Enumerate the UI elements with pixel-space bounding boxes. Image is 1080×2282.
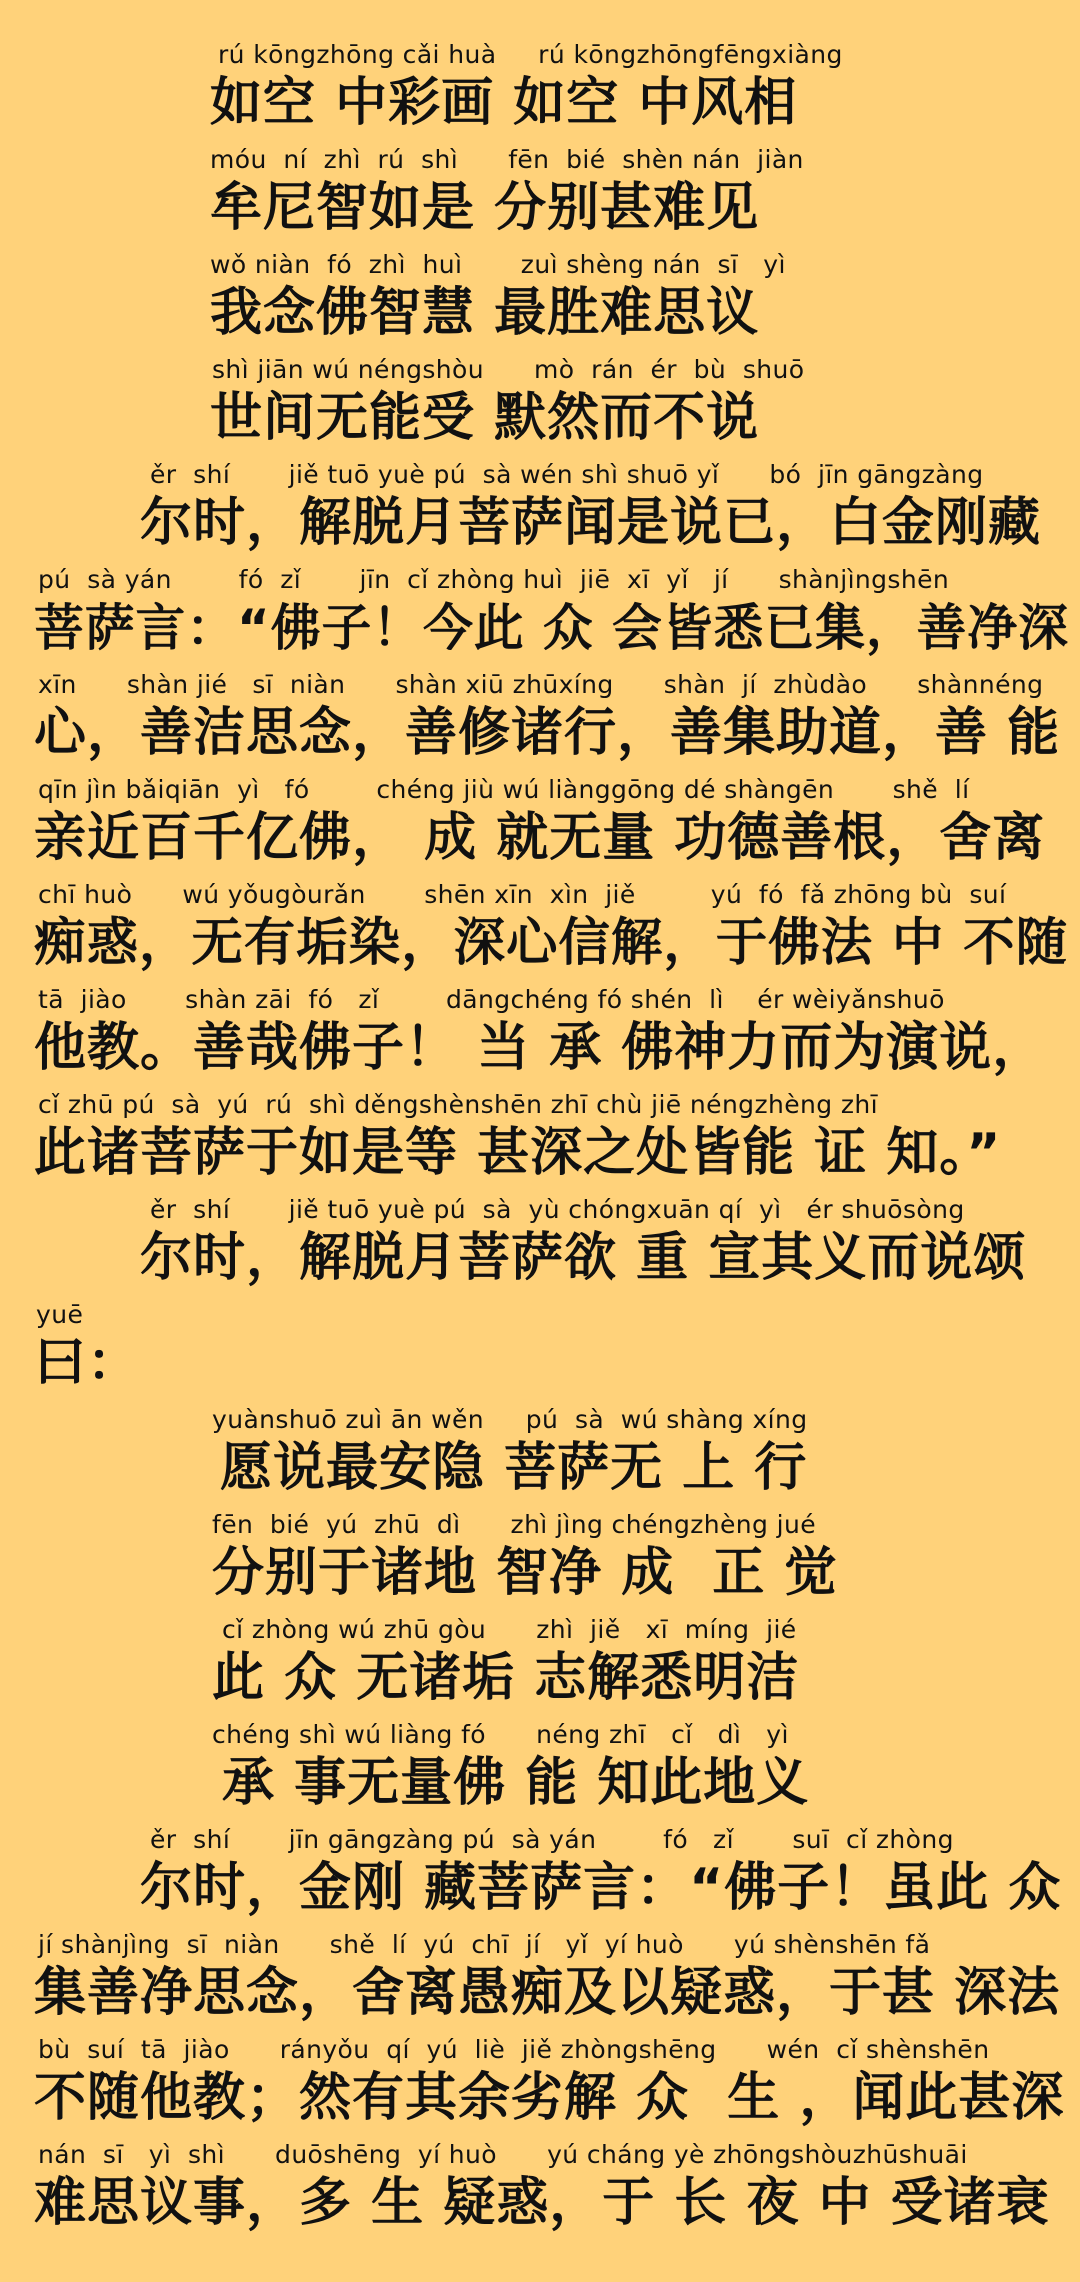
pinyin-annotation: ěr shí jīn gāngzàng pú sà yán fó zǐ suī cǐ zhòng xyxy=(150,1825,954,1854)
pinyin-annotation: xīn shàn jié sī niàn shàn xiū zhūxíng shàn jí zhùdào shànnéng xyxy=(38,670,1044,699)
chinese-text: 痴惑，无有垢染，深心信解，于佛法 中 不随 xyxy=(34,913,1069,973)
chinese-text: 尔时，解脱月菩萨闻是说已，白金刚藏 xyxy=(140,493,1042,553)
chinese-text: 我念佛智慧 最胜难思议 xyxy=(210,283,760,343)
chinese-text: 承 事无量佛 能 知此地义 xyxy=(222,1753,810,1813)
chinese-text: 不随他教；然有其余劣解 众 生 ，闻此甚深 xyxy=(34,2068,1065,2128)
pinyin-annotation: yuē xyxy=(36,1300,84,1329)
pinyin-annotation: rú kōngzhōng cǎi huà rú kōngzhōngfēngxiàng xyxy=(218,40,843,69)
pinyin-annotation: nán sī yì shì duōshēng yí huò yú cháng yè zhōngshòuzhūshuāi xyxy=(38,2140,968,2169)
pinyin-annotation: shì jiān wú néngshòu mò rán ér bù shuō xyxy=(212,355,805,384)
pinyin-annotation: fēn bié yú zhū dì zhì jìng chéngzhèng jué xyxy=(212,1510,817,1539)
pinyin-annotation: tā jiào shàn zāi fó zǐ dāngchéng fó shén lì ér wèiyǎnshuō xyxy=(38,985,945,1014)
pinyin-annotation: wǒ niàn fó zhì huì zuì shèng nán sī yì xyxy=(210,250,786,279)
pinyin-annotation: chéng shì wú liàng fó néng zhī cǐ dì yì xyxy=(212,1720,789,1749)
chinese-text: 菩萨言：“佛子！今此 众 会皆悉已集，善净深 xyxy=(34,599,1069,657)
chinese-text: 尔时，解脱月菩萨欲 重 宣其义而说颂 xyxy=(140,1228,1027,1288)
chinese-text: 他教。善哉佛子！ 当 承 佛神力而为演说， xyxy=(34,1018,1046,1078)
chinese-text: 此 众 无诸垢 志解悉明洁 xyxy=(212,1648,800,1708)
chinese-text: 难思议事，多 生 疑惑，于 长 夜 中 受诸衰 xyxy=(34,2173,1050,2233)
pinyin-annotation: ěr shí jiě tuō yuè pú sà wén shì shuō yǐ bó jīn gāngzàng xyxy=(150,460,984,489)
chinese-text: 如空 中彩画 如空 中风相 xyxy=(210,73,798,133)
chinese-text: 心，善洁思念，善修诸行，善集助道，善 能 xyxy=(34,703,1061,763)
chinese-text: 亲近百千亿佛， 成 就无量 功德善根，舍离 xyxy=(34,808,1046,868)
pinyin-annotation: qīn jìn bǎiqiān yì fó chéng jiù wú liànggōng dé shàngēn shě lí xyxy=(38,775,970,804)
pinyin-annotation: chī huò wú yǒugòurǎn shēn xīn xìn jiě yú fó fǎ zhōng bù suí xyxy=(38,880,1007,909)
chinese-text: 牟尼智如是 分别甚难见 xyxy=(210,178,760,238)
chinese-text: 愿说最安隐 菩萨无 上 行 xyxy=(220,1438,808,1498)
pinyin-annotation: cǐ zhū pú sà yú rú shì děngshènshēn zhī chù jiē néngzhèng zhī xyxy=(38,1090,878,1119)
pinyin-annotation: pú sà yán fó zǐ jīn cǐ zhòng huì jiē xī yǐ jí shànjìngshēn xyxy=(38,565,950,594)
chinese-text: 世间无能受 默然而不说 xyxy=(210,388,760,448)
pinyin-annotation: móu ní zhì rú shì fēn bié shèn nán jiàn xyxy=(210,145,804,174)
chinese-text: 曰： xyxy=(34,1333,141,1393)
chinese-text: 尔时，金刚 藏菩萨言：“佛子！虽此 众 xyxy=(140,1858,1062,1918)
chinese-text: 此诸菩萨于如是等 甚深之处皆能 证 知。” xyxy=(34,1123,1002,1183)
pinyin-annotation: bù suí tā jiào rányǒu qí yú liè jiě zhòngshēng wén cǐ shènshēn xyxy=(38,2035,990,2064)
pinyin-annotation: ěr shí jiě tuō yuè pú sà yù chóngxuān qí yì ér shuōsòng xyxy=(150,1195,965,1224)
pinyin-annotation: cǐ zhòng wú zhū gòu zhì jiě xī míng jié xyxy=(222,1615,797,1644)
pinyin-annotation: jí shànjìng sī niàn shě lí yú chī jí yǐ yí huò yú shènshēn fǎ xyxy=(38,1930,931,1959)
chinese-text: 集善净思念，舍离愚痴及以疑惑，于甚 深法 xyxy=(34,1963,1061,2023)
pinyin-annotation: yuànshuō zuì ān wěn pú sà wú shàng xíng xyxy=(212,1405,808,1434)
chinese-text: 分别于诸地 智净 成 正 觉 xyxy=(212,1543,838,1603)
